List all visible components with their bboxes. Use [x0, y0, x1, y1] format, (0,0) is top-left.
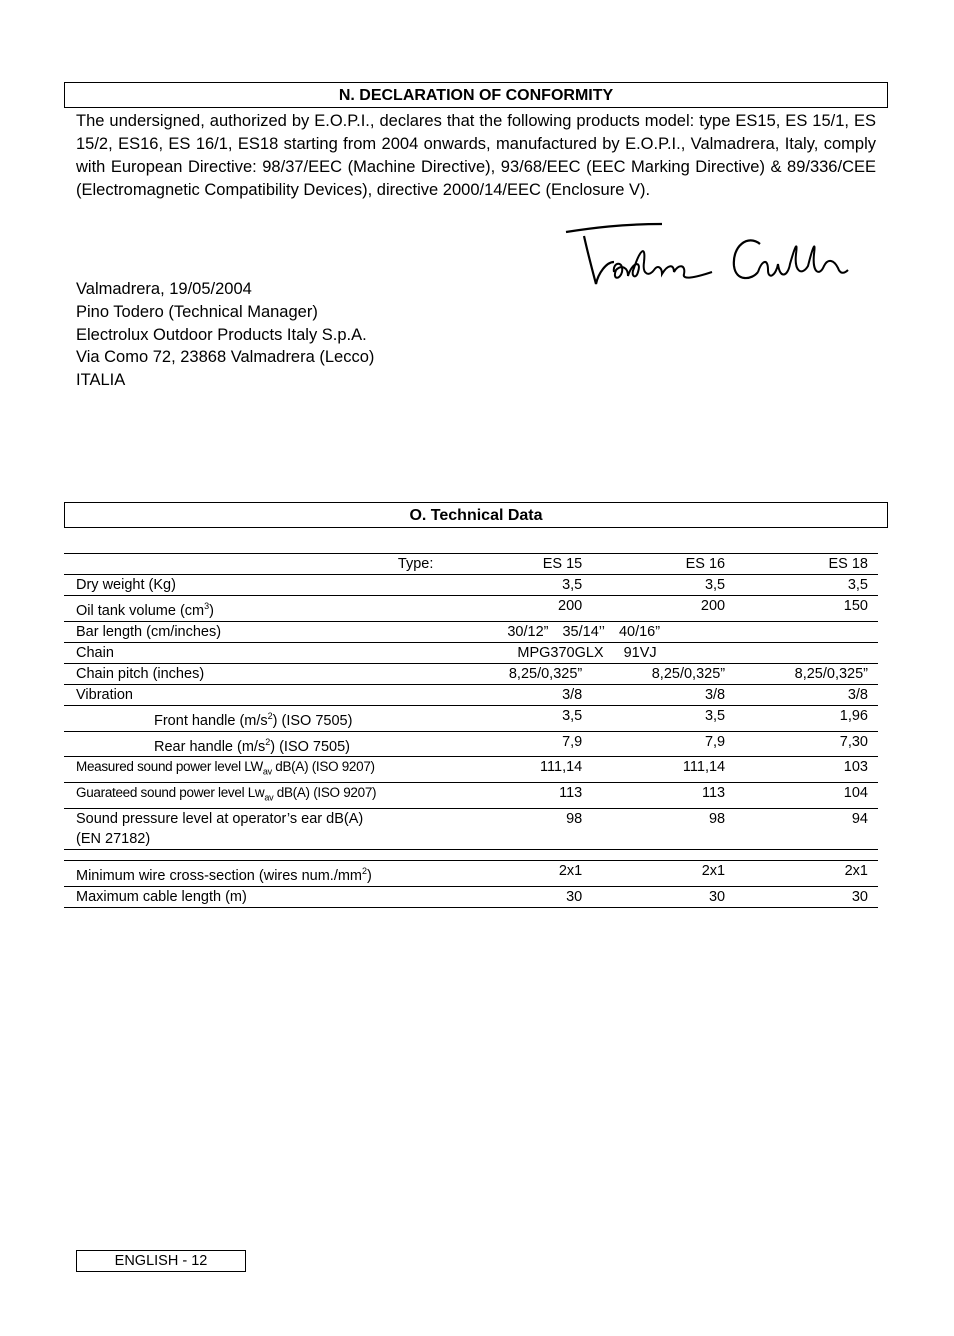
technical-data-title: O. Technical Data — [64, 502, 888, 528]
table-row — [64, 621, 878, 642]
table-row — [64, 642, 878, 663]
table-row — [64, 596, 878, 622]
spanned-cell — [441, 621, 878, 642]
table-row — [64, 886, 878, 907]
cell: 2x1 — [558, 862, 583, 879]
cell: 3,5 — [562, 577, 583, 593]
row-label: Maximum cable length (m) — [76, 888, 247, 905]
row-label: Chain — [76, 644, 114, 661]
row-label: Rear handle $(m/s^2)$ (ISO 7505) — [154, 736, 351, 755]
cell: 3/8 — [847, 686, 868, 703]
address-line: Valmadrera, 19/05/2004 — [76, 280, 252, 298]
bar-length-value: 40/16” — [618, 623, 661, 640]
cell: 113 — [701, 785, 726, 802]
cell: 1,96 — [839, 707, 868, 724]
bar-length-value: 30/12” — [507, 623, 549, 640]
cell: 200 — [558, 598, 583, 614]
row-label: Vibration — [76, 686, 133, 703]
cell: 30 — [566, 888, 583, 905]
technical-data-table — [64, 553, 878, 908]
address-block — [76, 278, 374, 392]
column-header: ES 18 — [828, 556, 868, 572]
table-row — [64, 808, 878, 849]
row-label: Bar length (cm/inches) — [76, 623, 222, 640]
signature-image — [562, 214, 852, 294]
cell: 150 — [843, 598, 868, 614]
table-row — [64, 575, 878, 596]
table-row — [64, 731, 878, 757]
cell: 94 — [851, 810, 868, 827]
row-label: Measured sound power level $LW_{av}$ dB(A) (ISO 9207) — [76, 759, 375, 778]
cell: 3/8 — [562, 686, 583, 703]
address-line: Electrolux Outdoor Products Italy S.p.A. — [76, 325, 367, 344]
cell: 3,5 — [847, 577, 868, 593]
column-header: ES 15 — [542, 556, 583, 572]
cell: 3,5 — [704, 577, 726, 593]
row-label: Front handle $(m/s^2)$ (ISO 7505) — [154, 710, 353, 729]
cell: 3,5 — [562, 707, 583, 724]
cell: 113 — [559, 785, 583, 802]
cell: 111,14 — [682, 759, 726, 776]
spanned-cell — [441, 642, 878, 663]
table-row — [64, 663, 878, 684]
table-row — [64, 860, 878, 886]
cell: 2x1 — [844, 862, 868, 879]
cell: 3/8 — [704, 686, 726, 703]
address-line: Via Como 72, 23868 Valmadrera (Lecco) — [76, 348, 375, 367]
table-row — [64, 705, 878, 731]
cell: 111,14 — [540, 759, 583, 776]
cell: 98 — [708, 810, 726, 827]
type-label: Type: — [397, 556, 434, 572]
table-row — [64, 783, 878, 809]
cell: 7,9 — [562, 733, 583, 750]
table-row — [64, 757, 878, 783]
cell: 30 — [851, 888, 868, 905]
column-header: ES 16 — [685, 556, 726, 572]
cell: 30 — [708, 888, 726, 905]
table-header-row — [64, 554, 878, 575]
row-label: Dry weight (Kg) — [76, 577, 176, 593]
cell: 98 — [566, 810, 583, 827]
cell: 3,5 — [704, 707, 726, 724]
declaration-title: N. DECLARATION OF CONFORMITY — [64, 82, 888, 108]
cell: 7,30 — [839, 733, 868, 750]
cell: 7,9 — [704, 733, 726, 750]
cell: 104 — [843, 785, 868, 802]
cell: 8,25/0,325” — [794, 665, 868, 682]
page-footer-label: ENGLISH - 12 — [76, 1250, 246, 1272]
chain-value: MPG370GLX — [517, 644, 604, 661]
table-spacer-row — [64, 849, 878, 860]
cell: 2x1 — [701, 862, 726, 879]
row-label: Guarateed sound power level $Lw_{av}$ dB(A) (ISO 9207) — [76, 785, 377, 803]
address-line: ITALIA — [76, 371, 126, 390]
bar-length-value: 35/14’’ — [562, 623, 605, 640]
row-label: Minimum wire cross-section (wires $num./mm^2$) — [76, 865, 372, 884]
row-label: Oil tank volume $(cm^3)$ — [76, 601, 214, 619]
table-row — [64, 684, 878, 705]
declaration-body: The undersigned, authorized by E.O.P.I., declares that the following products model: type ES15, ES 15/1, ES 15/2, ES16, ES 16/1, ES18 starting from 2004 onwards, manufactured by E.O.P.I., Valmadrera, Italy, comply with European Directive: 98/37/EEC (Machine Directive), 93/68/EEC (EEC Marking Directive) & 89/336/CEE (Electromagnetic Compatibility Devices), directive 2000/14/EEC (Enclosure V). — [76, 112, 876, 199]
row-label: Chain pitch (inches) — [76, 665, 205, 682]
cell: 8,25/0,325” — [508, 665, 583, 682]
address-line: Pino Todero (Technical Manager) — [76, 302, 318, 321]
cell: 200 — [700, 598, 726, 614]
chain-value: 91VJ — [623, 644, 657, 661]
cell: 103 — [843, 759, 868, 776]
cell: 8,25/0,325” — [651, 665, 726, 682]
row-label: Sound pressure level at operator’s ear dB(A) (EN 27182) — [76, 810, 364, 847]
